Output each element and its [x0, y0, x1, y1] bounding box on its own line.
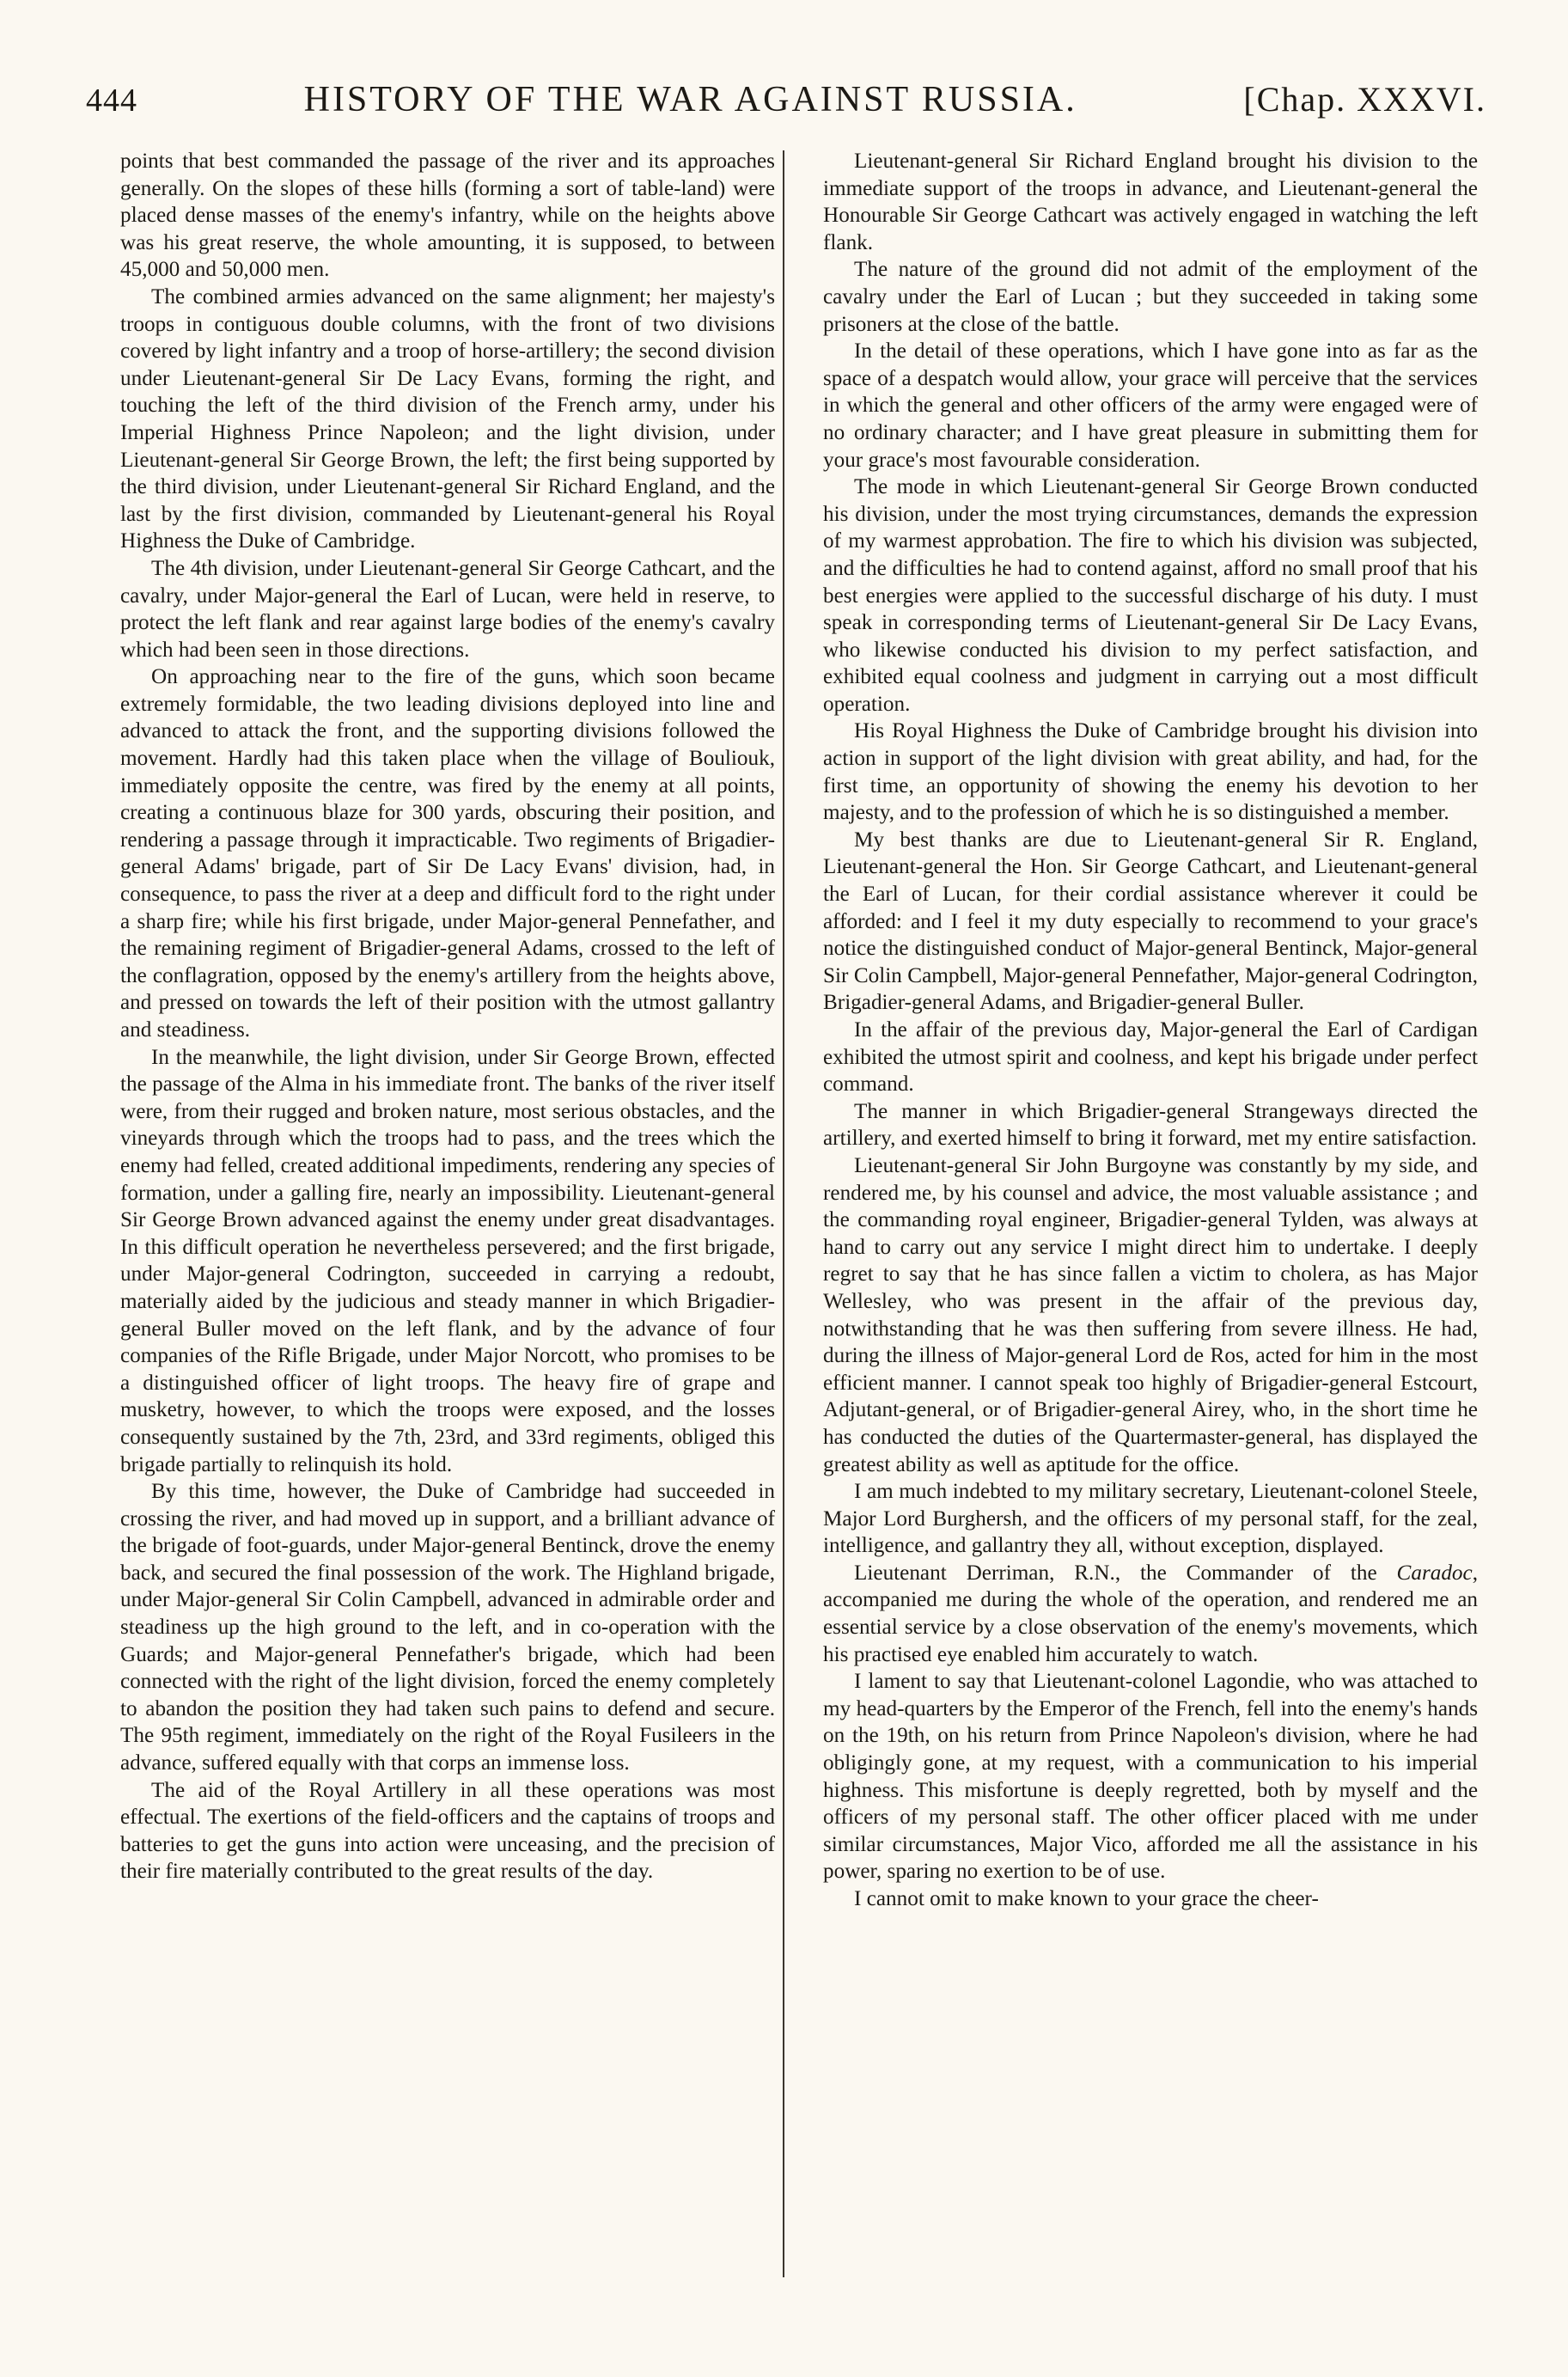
- paragraph: In the meanwhile, the light division, under Sir George Brown, effected the passage of the Alma in his immediate front. The banks of the river itself were, from their rugged and broken nature, most serious obstacles, and the vineyards through which the troops had to pass, and the trees which the enemy had felled, created additional impediments, rendering any species of formation, under a galling fire, nearly an impossibility. Lieutenant-general Sir George Brown advanced against the enemy under great disadvantages. In this difficult operation he nevertheless persevered; and the first brigade, under Major-general Codrington, succeeded in carrying a redoubt, materially aided by the judicious and steady manner in which Brigadier-general Buller moved on the left flank, and by the advance of four companies of the Rifle Brigade, under Major Norcott, who promises to be a distinguished officer of light troops. The heavy fire of grape and musketry, however, to which the troops were exposed, and the losses consequently sustained by the 7th, 23rd, and 33rd regiments, obliged this brigade partially to relinquish its hold.: [120, 1045, 775, 1476]
- running-title: HISTORY OF THE WAR AGAINST RUSSIA.: [303, 80, 1077, 119]
- running-header: [86, 79, 1486, 131]
- paragraph: Lieutenant-general Sir John Burgoyne was constantly by my side, and rendered me, by his counsel and advice, the most valuable assistance ; and the commanding royal engineer, Brigadier-general Tylden, was always at hand to carry out any service I might direct him to undertake. I deeply regret to say that he has since fallen a victim to cholera, as has Major Wellesley, who was present in the affair of the previous day, notwithstanding that he was then suffering from severe illness. He had, during the illness of Major-general Lord de Ros, acted for him in the most efficient manner. I cannot speak too highly of Brigadier-general Estcourt, Adjutant-general, or of Brigadier-general Airey, who, in the short time he has conducted the duties of the Quartermaster-general, has displayed the greatest ability as well as aptitude for the office.: [823, 1153, 1478, 1476]
- text-columns: [120, 148, 1478, 2331]
- paragraph: His Royal Highness the Duke of Cambridge brought his division into action in support of the light division with great ability, and had, for the first time, an opportunity of showing the enemy his devotion to her majesty, and to the profession of which he is so distinguished a member.: [823, 719, 1478, 825]
- paragraph: On approaching near to the fire of the guns, which soon became extremely formidable, the two leading divisions deployed into line and advanced to attack the front, and the supporting divisions followed the movement. Hardly had this taken place when the village of Bouliouk, immediately opposite the centre, was fired by the enemy at all points, creating a continuous blaze for 300 yards, obscuring their position, and rendering a passage through it impracticable. Two regiments of Brigadier-general Adams' brigade, part of Sir De Lacy Evans' division, had, in consequence, to pass the river at a deep and difficult ford to the right under a sharp fire; while his first brigade, under Major-general Pennefather, and the remaining regiment of Brigadier-general Adams, crossed to the left of the conflagration, opposed by the enemy's artillery from the heights above, and pressed on towards the left of their position with the utmost gallantry and steadiness.: [120, 665, 775, 1042]
- paragraph: By this time, however, the Duke of Cambridge had succeeded in crossing the river, and had moved up in support, and a brilliant advance of the brigade of foot-guards, under Major-general Bentinck, drove the enemy back, and secured the final possession of the work. The Highland brigade, under Major-general Sir Colin Campbell, advanced in admirable order and steadiness up the high ground to the left, and in co-operation with the Guards; and Major-general Pennefather's brigade, which had been connected with the right of the light division, forced the enemy completely to abandon the position they had taken such pains to defend and secure. The 95th regiment, immediately on the right of the Royal Fusileers in the advance, suffered equally with that corps an immense loss.: [120, 1480, 775, 1775]
- left-column: [120, 148, 775, 2331]
- paragraph-caradoc: [823, 1560, 1478, 1668]
- paragraph: The nature of the ground did not admit of the employment of the cavalry under the Earl of Lucan ; but they succeeded in taking some prisoners at the close of the battle.: [823, 258, 1478, 336]
- paragraph: The combined armies advanced on the same alignment; her majesty's troops in contiguous double columns, with the front of two divisions covered by light infantry and a troop of horse-artillery; the second division under Lieutenant-general Sir De Lacy Evans, forming the right, and touching the left of the third division of the French army, under his Imperial Highness Prince Napoleon; and the light division, under Lieutenant-general Sir George Brown, the left; the first being supported by the third division, under Lieutenant-general Sir Richard England, and the last by the first division, commanded by Lieutenant-general his Royal Highness the Duke of Cambridge.: [120, 284, 775, 553]
- paragraph: points that best commanded the passage of the river and its approaches generally. On the slopes of these hills (forming a sort of table-land) were placed dense masses of the enemy's infantry, while on the heights above was his great reserve, the whole amounting, it is supposed, to between 45,000 and 50,000 men.: [120, 150, 775, 282]
- paragraph: The 4th division, under Lieutenant-general Sir George Cathcart, and the cavalry, under Major-general the Earl of Lucan, were held in reserve, to protect the left flank and rear against large bodies of the enemy's cavalry which had been seen in those directions.: [120, 556, 775, 662]
- paragraph: The mode in which Lieutenant-general Sir George Brown conducted his division, under the most trying circumstances, demands the expression of my warmest approbation. The fire to which his division was subjected, and the difficulties he had to contend against, afford no small proof that his best energies were applied to the successful discharge of his duty. I must speak in corresponding terms of Lieutenant-general Sir De Lacy Evans, who likewise conducted his division to my perfect satisfaction, and exhibited equal coolness and judgment in carrying out a most difficult operation.: [823, 475, 1478, 716]
- chapter-label: [Chap. XXXVI.: [1243, 80, 1486, 119]
- paragraph: Lieutenant-general Sir Richard England brought his division to the immediate support of the troops in advance, and Lieutenant-general the Honourable Sir George Cathcart was actively engaged in watching the left flank.: [823, 150, 1478, 254]
- paragraph: In the affair of the previous day, Major-general the Earl of Cardigan exhibited the utmost spirit and coolness, and kept his brigade under perfect command.: [823, 1018, 1478, 1097]
- paragraph: I am much indebted to my military secretary, Lieutenant-colonel Steele, Major Lord Burghersh, and the officers of my personal staff, for the zeal, intelligence, and gallantry they all, without exception, displayed.: [823, 1480, 1478, 1558]
- paragraph: In the detail of these operations, which I have gone into as far as the space of a despatch would allow, your grace will perceive that the services in which the general and other officers of the army were engaged were of no ordinary character; and I have great pleasure in submitting them for your grace's most favourable consideration.: [823, 339, 1478, 472]
- text-run: Lieutenant Derriman, R.N., the Commander of the: [854, 1561, 1397, 1585]
- paragraph: The aid of the Royal Artillery in all these operations was most effectual. The exertions of the field-officers and the captains of troops and batteries to get the guns into action were unceasing, and the precision of their fire materially contributed to the great results of the day.: [120, 1778, 775, 1884]
- paragraph: I lament to say that Lieutenant-colonel Lagondie, who was attached to my head-quarters by the Emperor of the French, fell into the enemy's hands on the 19th, on his return from Prince Napoleon's division, where he had obligingly gone, at my request, with a communication to his imperial highness. This misfortune is deeply regretted, both by myself and the officers of my personal staff. The other officer placed with me under similar circumstances, Major Vico, afforded me all the assistance in his power, sparing no exertion to be of use.: [823, 1670, 1478, 1884]
- paragraph: I cannot omit to make known to your grace the cheer-: [854, 1887, 1319, 1910]
- ship-name: Caradoc: [1396, 1561, 1473, 1585]
- text-run: , accompanied me during the whole of the operation, and rendered me an essential service by a close observation of the enemy's movements, which his practised eye enabled him accurately to watch.: [823, 1561, 1478, 1666]
- paragraph: My best thanks are due to Lieutenant-general Sir R. England, Lieutenant-general the Hon. Sir George Cathcart, and Lieutenant-general the Earl of Lucan, for their cordial assistance wherever it could be afforded: and I feel it my duty especially to recommend to your grace's notice the distinguished conduct of Major-general Bentinck, Major-general Sir Colin Campbell, Major-general Pennefather, Major-general Codrington, Brigadier-general Adams, and Brigadier-general Buller.: [823, 828, 1478, 1015]
- paragraph: The manner in which Brigadier-general Strangeways directed the artillery, and exerted himself to bring it forward, met my entire satisfaction.: [823, 1099, 1478, 1151]
- right-column: [823, 148, 1478, 2331]
- page-number: 444: [86, 82, 137, 119]
